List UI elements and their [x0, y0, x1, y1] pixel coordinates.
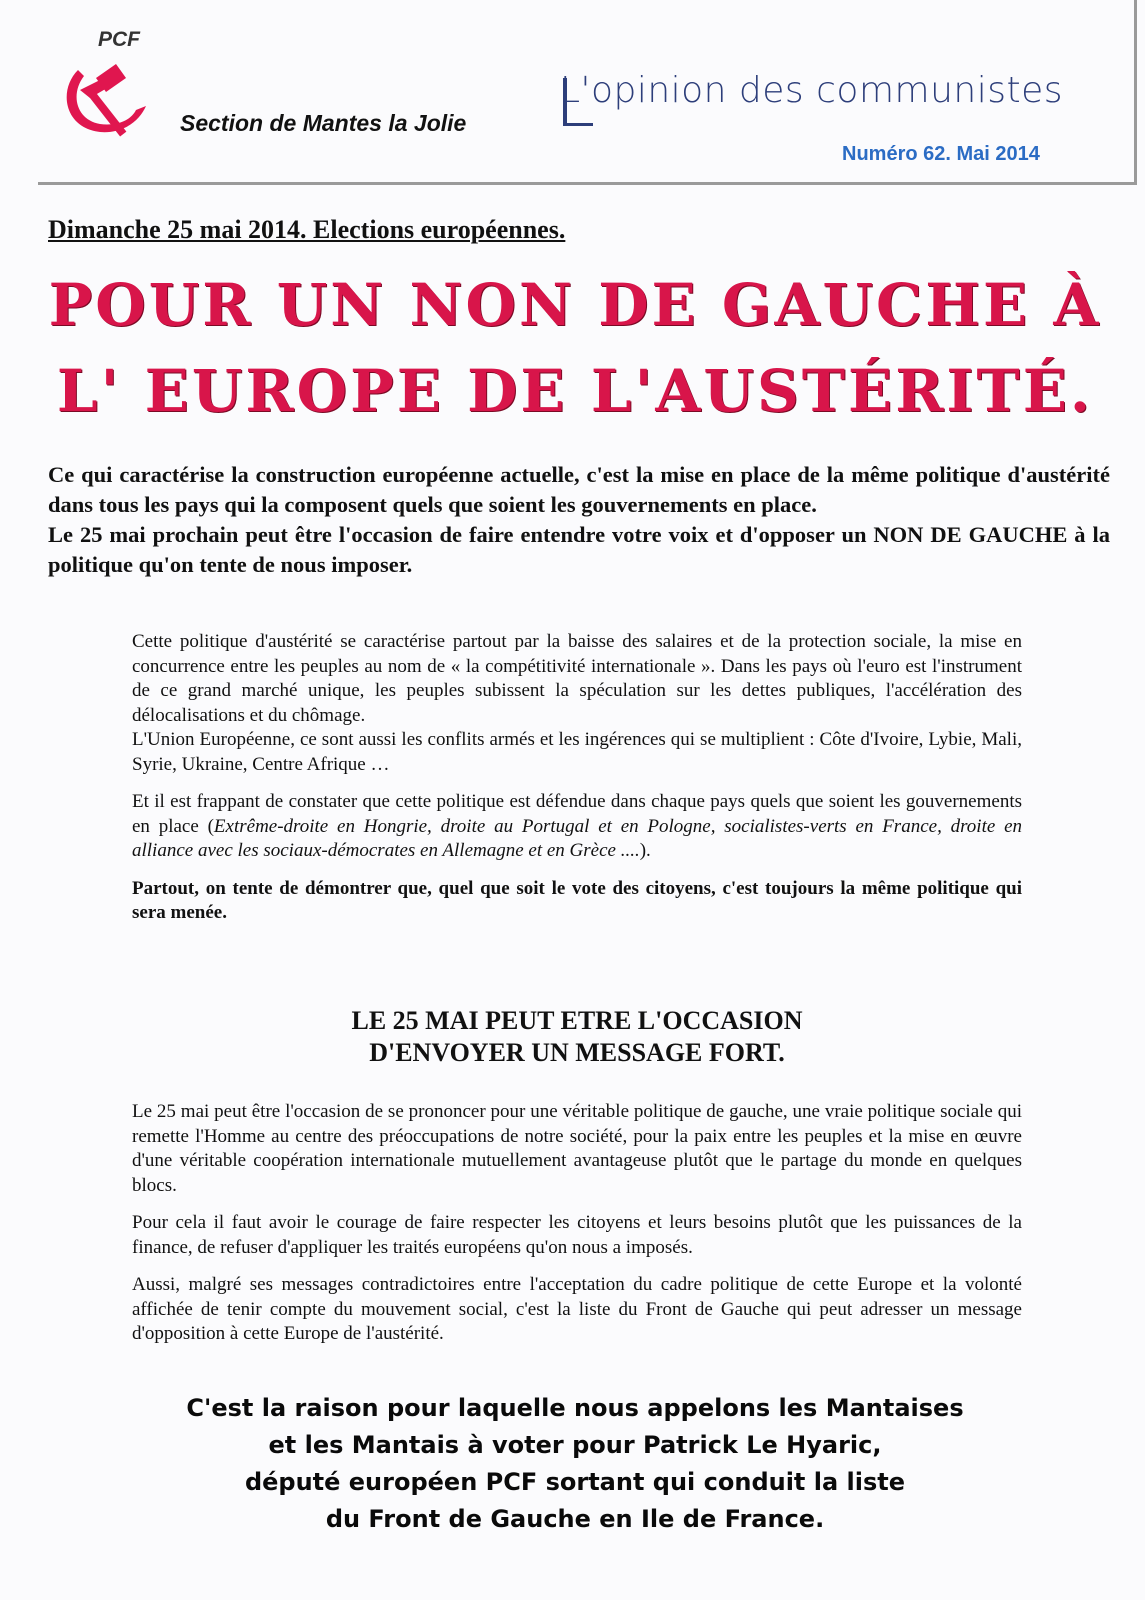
- subheading-line-1: LE 25 MAI PEUT ETRE L'OCCASION: [351, 1006, 803, 1035]
- section-subheading: [132, 1005, 1022, 1069]
- main-headline: [40, 262, 1110, 434]
- governments-text-italic: Extrême-droite en Hongrie, droite au Portugal et en Pologne, socialistes-verts en France, droite en alliance avec les sociaux-démocrates en Allemagne et en Grèce ....: [132, 815, 1022, 861]
- body-paragraph-conflicts: L'Union Européenne, ce sont aussi les conflits armés et les ingérences qui se multiplient : Côte d'Ivoire, Lybie, Mali, Syrie, Ukraine, Centre Afrique …: [132, 729, 1022, 775]
- body-paragraph-front-de-gauche: Aussi, malgré ses messages contradictoires entre l'acceptation du cadre politique de cette Europe et la volonté affichée de tenir compte du mouvement social, c'est la liste du Front de Gauche qui peut adresser un message d'opposition à cette Europe de l'austérité.: [132, 1274, 1022, 1344]
- body-section-2: [132, 1100, 1022, 1360]
- body-paragraph-austerity: Cette politique d'austérité se caractérise partout par la baisse des salaires et de la protection sociale, la mise en concurrence entre les peuples au nom de « la compétitivité internationale ». Dans les pays où l'euro est l'instrument de ce grand marché unique, les peuples subissent la spéculation sur les dettes publiques, l'accélération des délocalisations et du chômage.: [132, 631, 1022, 726]
- closing-line-2: et les Mantais à voter pour Patrick Le Hyaric,: [268, 1431, 882, 1459]
- intro-paragraph-1: Ce qui caractérise la construction européenne actuelle, c'est la mise en place de la même politique d'austérité dans tous les pays qui la composent quels que soient les gouvernements en place.: [48, 462, 1110, 517]
- headline-line-2: L' EUROPE DE L'AUSTÉRITÉ.: [56, 357, 1094, 425]
- body-section-1: [132, 630, 1022, 939]
- body-paragraph-courage: Pour cela il faut avoir le courage de faire respecter les citoyens et leurs besoins plutôt que les puissances de la finance, de refuser d'appliquer les traités européens qu'on nous a imposés.: [132, 1212, 1022, 1258]
- closing-line-1: C'est la raison pour laquelle nous appelons les Mantaises: [186, 1394, 964, 1422]
- closing-line-4: du Front de Gauche en Ile de France.: [325, 1505, 825, 1533]
- section-name: Section de Mantes la Jolie: [180, 110, 467, 136]
- body-paragraph-left-policy: Le 25 mai peut être l'occasion de se prononcer pour une véritable politique de gauche, une vraie politique sociale qui remette l'Homme au centre des préoccupations de notre société, pour la paix entre les peuples et la mise en œuvre d'une véritable coopération internationale mutuellement avantageuse plutôt que le partage du monde en quelques blocs.: [132, 1101, 1022, 1196]
- body-paragraph-same-policy: Partout, on tente de démontrer que, quel que soit le vote des citoyens, c'est toujours la même politique qui sera menée.: [132, 877, 1022, 923]
- title-bracket-foot: [563, 123, 593, 126]
- bulletin-title: L'opinion des communistes: [560, 70, 1063, 111]
- body-paragraph-governments: [132, 790, 1022, 864]
- closing-line-3: député européen PCF sortant qui conduit la liste: [244, 1468, 906, 1496]
- intro-paragraph-2: Le 25 mai prochain peut être l'occasion de faire entendre votre voix et d'opposer un NON DE GAUCHE à la politique qu'on tente de nous imposer.: [48, 522, 1110, 577]
- intro-section: [48, 460, 1110, 580]
- subheading-line-2: D'ENVOYER UN MESSAGE FORT.: [369, 1038, 785, 1067]
- headline-line-1: POUR UN NON DE GAUCHE À: [48, 271, 1102, 339]
- governments-text-start: Et il est frappant de constater que cette politique est défendue dans chaque pays quels que soient les gouvernements en place (: [132, 791, 1022, 837]
- closing-call: [90, 1390, 1060, 1538]
- dateline: Dimanche 25 mai 2014. Elections européennes.: [48, 215, 566, 244]
- issue-number: Numéro 62. Mai 2014: [842, 143, 1040, 165]
- governments-text-end: ).: [639, 840, 651, 861]
- party-name: PCF: [98, 28, 140, 51]
